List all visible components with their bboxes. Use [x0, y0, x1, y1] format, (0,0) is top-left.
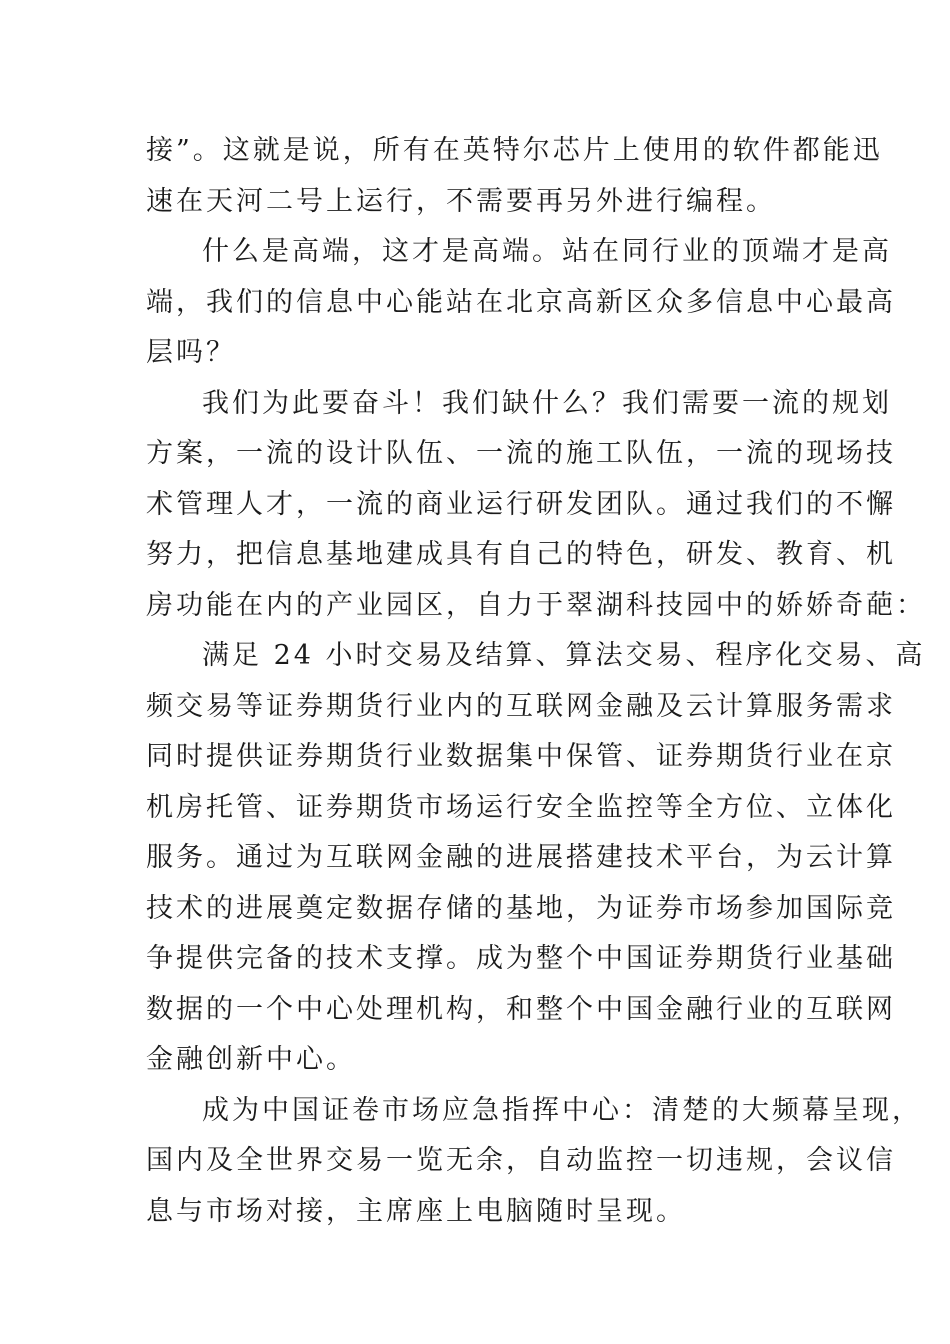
text-line: 同时提供证券期货行业数据集中保管、证券期货行业在京 [146, 741, 896, 772]
text-line: 息与市场对接，主席座上电脑随时呈现。 [146, 1195, 686, 1227]
text-line: 术管理人才，一流的商业运行研发团队。通过我们的不懈 [146, 488, 896, 520]
text-line: 技术的进展奠定数据存储的基地，为证券市场参加国际竞 [146, 892, 896, 924]
body-text [146, 126, 926, 1237]
text-line: 方案，一流的设计队伍、一流的施工队伍，一流的现场技 [146, 438, 896, 469]
text-line: 频交易等证券期货行业内的互联网金融及云计算服务需求 [146, 690, 896, 722]
text-line: 国内及全世界交易一览无余，自动监控一切违规，会议信 [146, 1145, 896, 1176]
text-line: 层吗？ [146, 337, 236, 368]
text-line: 什么是高端，这才是高端。站在同行业的顶端才是高 [202, 236, 892, 267]
text-line: 服务。通过为互联网金融的进展搭建技术平台，为云计算 [146, 842, 896, 873]
text-line: 数据的一个中心处理机构，和整个中国金融行业的互联网 [146, 993, 896, 1025]
text-line: 接”。这就是说，所有在英特尔芯片上使用的软件都能迅 [146, 135, 883, 166]
text-line: 满足 24 小时交易及结算、算法交易、程序化交易、高 [202, 640, 926, 671]
text-line: 争提供完备的技术支撑。成为整个中国证券期货行业基础 [146, 943, 896, 974]
text-line: 金融创新中心。 [146, 1044, 356, 1075]
text-line: 努力，把信息基地建成具有自己的特色，研发、教育、机 [146, 539, 896, 570]
text-line: 成为中国证卷市场应急指挥中心：清楚的大频幕呈现， [202, 1094, 922, 1126]
text-line: 速在天河二号上运行，不需要再另外进行编程。 [146, 185, 776, 217]
text-line: 端，我们的信息中心能站在北京高新区众多信息中心最高 [146, 286, 896, 318]
text-line: 机房托管、证券期货市场运行安全监控等全方位、立体化 [146, 791, 896, 823]
text-line: 我们为此要奋斗！我们缺什么？我们需要一流的规划 [202, 387, 892, 419]
text-line: 房功能在内的产业园区，自力于翠湖科技园中的娇娇奇葩： [146, 589, 926, 621]
